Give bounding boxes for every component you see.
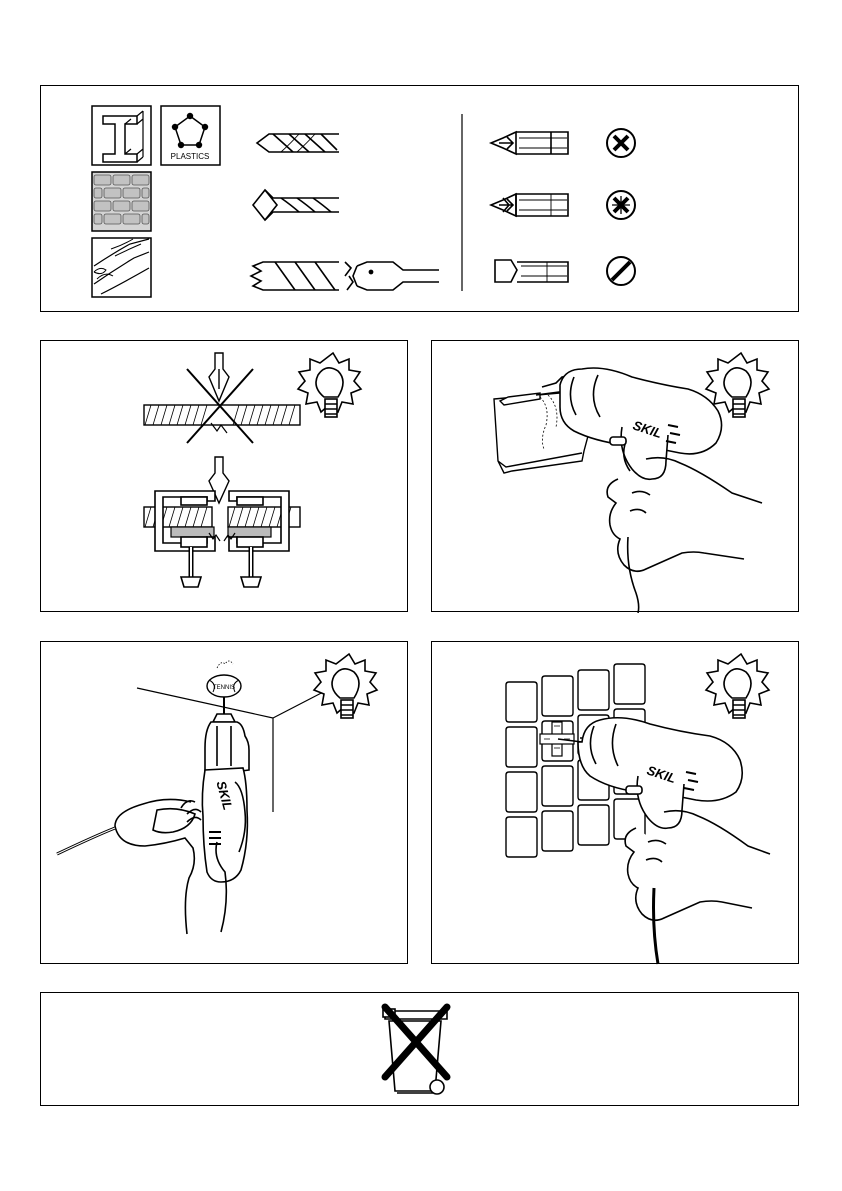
ceiling-drill-drawing: [41, 642, 409, 965]
wall-tile: [506, 817, 537, 857]
pozidriv-screw-head-icon: [607, 191, 635, 219]
tennis-ball: [207, 661, 241, 697]
masonry-icon: [92, 172, 151, 231]
metal-icon: [92, 106, 151, 165]
wall-tile: [506, 727, 537, 767]
hand: [607, 458, 762, 613]
wall-tile: [614, 664, 645, 704]
ceiling-drilling-panel: [40, 641, 408, 964]
wall-tile: [506, 682, 537, 722]
tennis-ball-label: TENNIS: [212, 685, 236, 691]
wall-tile: [578, 805, 609, 845]
hand: [625, 811, 770, 921]
slotted-bit-icon: [495, 260, 568, 282]
plastics-label: PLASTICS: [170, 152, 210, 161]
wall-tile: [578, 670, 609, 710]
tile-drilling-panel: [431, 641, 799, 964]
wood-icon: [92, 238, 151, 297]
spade-bit-icon: [345, 262, 439, 290]
disposal-drawing: [41, 993, 800, 1107]
drill-brand-logo: SKIL: [213, 779, 236, 812]
wall-drill-drawing: [432, 341, 800, 613]
wall-tile: [542, 811, 573, 851]
disposal-panel: [40, 992, 799, 1106]
drill-brand-logo: SKIL: [645, 762, 678, 787]
wood-drill-bit-icon: [251, 262, 339, 290]
pozidriv-bit-icon: [491, 194, 568, 216]
bits-panel-drawing: [41, 86, 800, 313]
drill-brand-logo: SKIL: [631, 417, 664, 442]
clamp-workpiece-panel: [40, 340, 408, 612]
lightbulb-tip-icon: [706, 654, 769, 718]
crossed-out-wheelie-bin-icon: [383, 1007, 447, 1094]
plastics-icon: [161, 106, 220, 165]
clamp-drawing: [41, 341, 409, 613]
masonry-drill-bit-icon: [253, 190, 339, 220]
right-clamp: [229, 491, 289, 587]
wall-tile: [542, 676, 573, 716]
hss-drill-bit-icon: [257, 134, 339, 152]
tile-drill-drawing: [432, 642, 800, 965]
clamped-board: [144, 507, 300, 537]
left-clamp: [155, 491, 215, 587]
lightbulb-tip-icon: [298, 353, 361, 417]
bits-and-materials-panel: [40, 85, 799, 312]
wall-tile: [542, 766, 573, 806]
wall-tile: [506, 772, 537, 812]
lightbulb-tip-icon: [314, 654, 377, 718]
slotted-screw-head-icon: [607, 257, 635, 285]
wall-drilling-panel: [431, 340, 799, 612]
phillips-screw-head-icon: [607, 129, 635, 157]
phillips-bit-icon: [491, 132, 568, 154]
